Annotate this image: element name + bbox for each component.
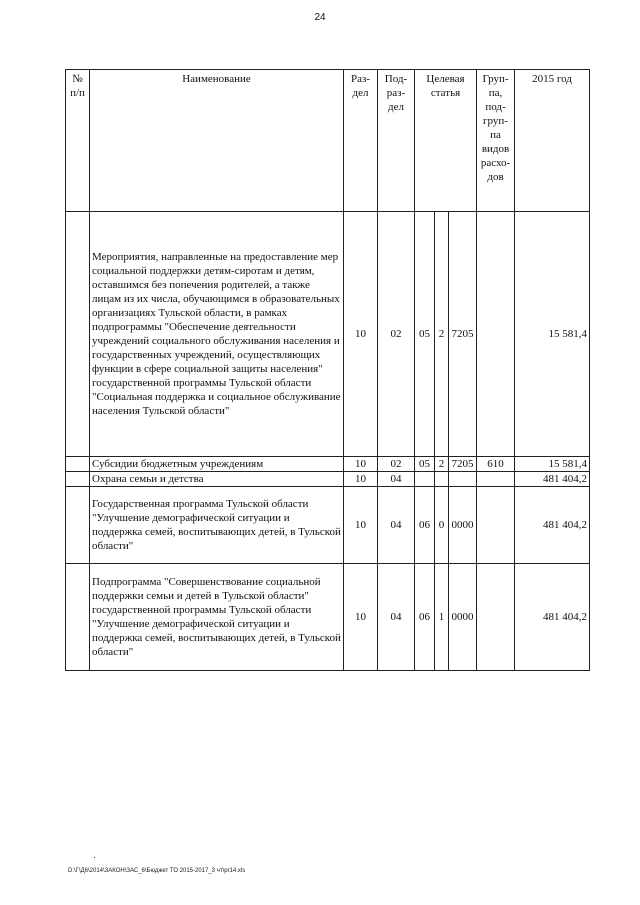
header-celevaya-statya: Целевая статья [415, 70, 477, 212]
row-cs1 [415, 472, 435, 487]
row-cs2: 0 [435, 487, 449, 564]
row-sum: 15 581,4 [515, 457, 590, 472]
row-cs2 [435, 472, 449, 487]
row-cs3: 7205 [449, 212, 477, 457]
budget-table [65, 69, 590, 671]
row-num-cell [66, 487, 90, 564]
table-row [66, 212, 590, 457]
row-cs1: 06 [415, 487, 435, 564]
row-sum: 481 404,2 [515, 564, 590, 671]
header-num: № п/п [66, 70, 90, 212]
table-header-row [66, 70, 590, 212]
row-cs1: 05 [415, 457, 435, 472]
row-cs3 [449, 472, 477, 487]
row-podrazdel: 04 [378, 487, 415, 564]
header-year: 2015 год [515, 70, 590, 212]
row-num-cell [66, 472, 90, 487]
header-razdel: Раз- дел [344, 70, 378, 212]
row-razdel: 10 [344, 564, 378, 671]
row-cs1: 06 [415, 564, 435, 671]
row-sum: 15 581,4 [515, 212, 590, 457]
row-name: Охрана семьи и детства [90, 472, 344, 487]
row-cs1: 05 [415, 212, 435, 457]
row-cs2: 1 [435, 564, 449, 671]
header-gruppa: Груп- па, под- груп- па видов расхо- дов [477, 70, 515, 212]
table-row [66, 472, 590, 487]
row-vid [477, 487, 515, 564]
scan-dot [94, 857, 95, 858]
row-name: Государственная программа Тульской области "Улучшение демографической ситуации и поддержка семей, воспитывающих детей, в Тульской области" [90, 487, 344, 564]
row-razdel: 10 [344, 487, 378, 564]
table-row [66, 564, 590, 671]
row-name: Мероприятия, направленные на предоставление мер социальной поддержки детям-сиротам и детям, оставшимся без попечения родителей, а также лицам из их числа, обучающимся в образовательных организациях Тульской области, в рамках подпрограммы "Обеспечение деятельности учреждений социального обслуживания населения и государственных учреждений, осуществляющих функции в сфере социальной защиты населения" государственной программы Тульской области "Социальная поддержка и социальное обслуживание населения Тульской области" [90, 212, 344, 457]
row-sum: 481 404,2 [515, 472, 590, 487]
row-podrazdel: 04 [378, 564, 415, 671]
footer-file-path: D:\Г\Д6\2014\ЗАКОН\ЗАС_6\Бюджет ТО 2015-2017_3 чт\pr14.xls [68, 868, 246, 874]
table-row [66, 487, 590, 564]
row-podrazdel: 04 [378, 472, 415, 487]
row-razdel: 10 [344, 457, 378, 472]
row-razdel: 10 [344, 212, 378, 457]
row-cs2: 2 [435, 212, 449, 457]
row-vid [477, 212, 515, 457]
row-cs3: 0000 [449, 564, 477, 671]
row-vid [477, 472, 515, 487]
row-num-cell [66, 212, 90, 457]
row-cs3: 7205 [449, 457, 477, 472]
page-number: 24 [314, 12, 326, 23]
row-num-cell [66, 564, 90, 671]
header-podrazdel: Под- раз- дел [378, 70, 415, 212]
header-name: Наименование [90, 70, 344, 212]
row-podrazdel: 02 [378, 212, 415, 457]
row-name: Подпрограмма "Совершенствование социальной поддержки семьи и детей в Тульской области" государственной программы Тульской области "Улучшение демографической ситуации и поддержка семей, воспитывающих детей, в Тульской области" [90, 564, 344, 671]
table-row [66, 457, 590, 472]
row-sum: 481 404,2 [515, 487, 590, 564]
row-cs2: 2 [435, 457, 449, 472]
row-cs3: 0000 [449, 487, 477, 564]
row-name: Субсидии бюджетным учреждениям [90, 457, 344, 472]
row-podrazdel: 02 [378, 457, 415, 472]
row-num-cell [66, 457, 90, 472]
row-vid [477, 564, 515, 671]
row-razdel: 10 [344, 472, 378, 487]
row-vid: 610 [477, 457, 515, 472]
